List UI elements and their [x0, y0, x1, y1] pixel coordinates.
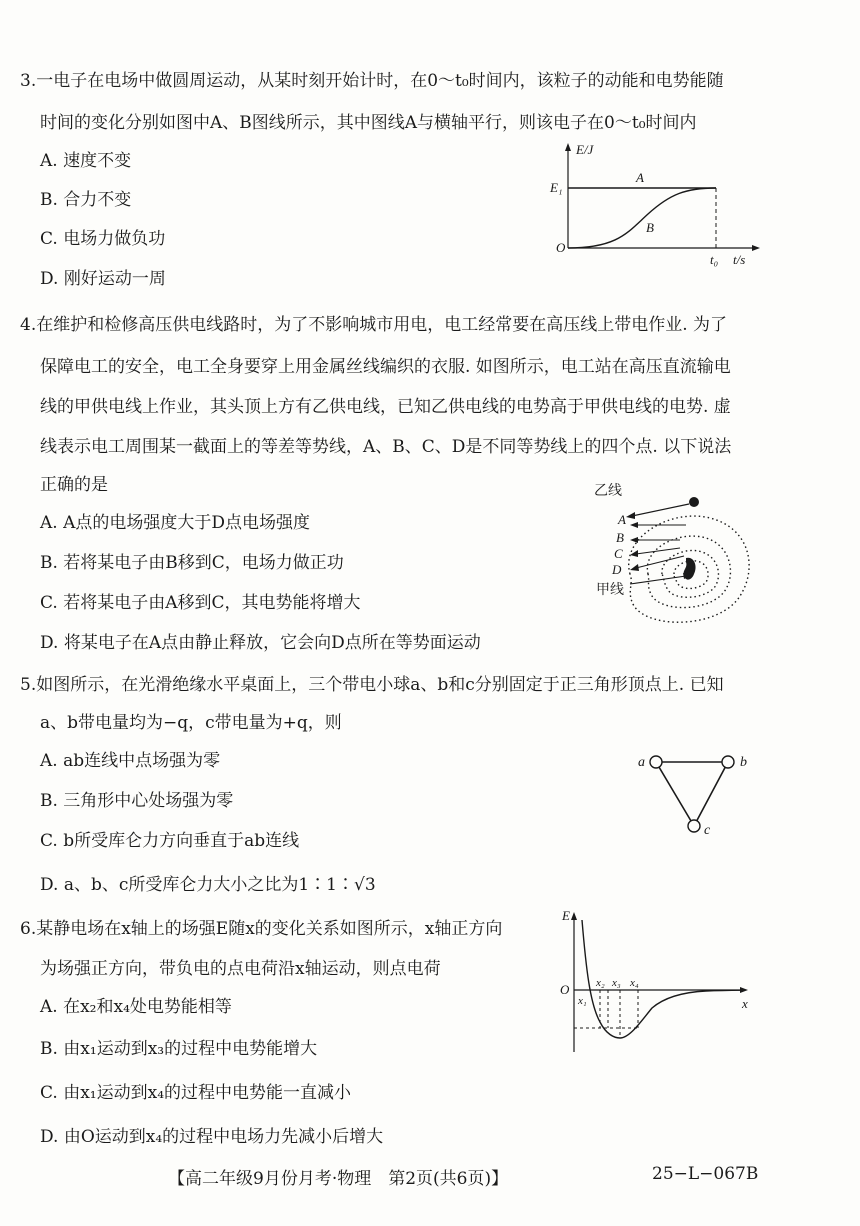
q6-x2-label: x₂	[596, 977, 605, 989]
q4-point-d-label: D	[612, 562, 622, 577]
q3-option-b: B. 合力不变	[40, 190, 132, 210]
q4-point-b-label: B	[616, 530, 624, 545]
q4-option-b: B. 若将某电子由B移到C，电场力做正功	[40, 553, 344, 573]
q6-x3-label: x₃	[612, 977, 621, 989]
q6-option-b: B. 由x₁运动到x₃的过程中电势能增大	[40, 1039, 318, 1059]
q4-wire-yi-label: 乙线	[594, 484, 622, 499]
q5-option-c: C. b所受库仑力方向垂直于ab连线	[40, 831, 300, 851]
q6-x4-label: x₄	[630, 977, 639, 989]
q3-option-c: C. 电场力做负功	[40, 229, 166, 249]
q6-option-a: A. 在x₂和x₄处电势能相等	[40, 997, 232, 1017]
q4-stem-line-2: 保障电工的安全，电工全身要穿上用金属丝线编织的衣服. 如图所示，电工站在高压直流输电	[40, 357, 731, 377]
page-footer-title: 【高二年级9月份月考·物理 第2页(共6页)】	[168, 1169, 509, 1189]
q4-stem-line-4: 线表示电工周围某一截面上的等差等势线，A、B、C、D是不同等势线上的四个点. 以下说法	[40, 437, 732, 457]
q6-field-graph	[556, 908, 756, 1058]
q3-curve-a-label: A	[636, 170, 644, 185]
q3-option-a: A. 速度不变	[40, 151, 132, 171]
page-footer-code: 25−L−067B	[652, 1164, 759, 1184]
q6-y-axis-label: E	[562, 908, 570, 923]
q3-stem-line-2: 时间的变化分别如图中A、B图线所示，其中图线A与横轴平行，则该电子在0～t₀时间内	[40, 113, 697, 133]
q3-option-d: D. 刚好运动一周	[40, 269, 166, 289]
q3-energy-time-graph	[548, 140, 768, 270]
q4-point-c-label: C	[614, 546, 623, 561]
q6-option-c: C. 由x₁运动到x₄的过程中电势能一直减小	[40, 1083, 352, 1103]
q3-origin-label: O	[556, 240, 566, 255]
q3-stem-line-1: 3.一电子在电场中做圆周运动，从某时刻开始计时，在0～t₀时间内，该粒子的动能和电势能随	[20, 71, 724, 91]
q4-stem-line-5: 正确的是	[40, 475, 108, 495]
q4-point-a-label: A	[618, 512, 626, 527]
q5-option-d: D. a、b、c所受库仑力大小之比为1∶1∶√3	[40, 875, 376, 895]
q5-ball-b	[722, 756, 734, 768]
q6-stem-line-1: 6.某静电场在x轴上的场强E随x的变化关系如图所示，x轴正方向	[20, 919, 503, 939]
q3-x-axis-label: t/s	[733, 252, 746, 267]
q5-label-b: b	[740, 755, 747, 770]
q6-stem-line-2: 为场强正方向，带负电的点电荷沿x轴运动，则点电荷	[40, 959, 441, 979]
q4-option-d: D. 将某电子在A点由静止释放，它会向D点所在等势面运动	[40, 633, 481, 653]
q3-e1-label: E₁	[550, 180, 563, 195]
q4-stem-line-3: 线的甲供电线上作业，其头顶上方有乙供电线，已知乙供电线的电势高于甲供电线的电势. 虚	[40, 397, 731, 417]
q5-triangle-figure	[630, 744, 760, 844]
q4-equipotential-figure	[590, 478, 760, 648]
q3-t0-label: t₀	[710, 252, 719, 267]
q5-stem-line-1: 5.如图所示，在光滑绝缘水平桌面上，三个带电小球a、b和c分别固定于正三角形顶点上. 已知	[20, 675, 724, 695]
q3-curve-b-label: B	[646, 220, 654, 235]
q6-x-axis-label: x	[742, 996, 748, 1011]
q4-wire-jia-label: 甲线	[596, 583, 624, 598]
q6-option-d: D. 由O运动到x₄的过程中电场力先减小后增大	[40, 1127, 384, 1147]
q6-x1-label: x₁	[578, 995, 587, 1007]
q5-option-a: A. ab连线中点场强为零	[40, 751, 221, 771]
q4-option-c: C. 若将某电子由A移到C，其电势能将增大	[40, 593, 361, 613]
q6-origin-label: O	[560, 982, 570, 997]
q5-option-b: B. 三角形中心处场强为零	[40, 791, 234, 811]
q4-stem-line-1: 4.在维护和检修高压供电线路时，为了不影响城市用电，电工经常要在高压线上带电作业. 为了	[20, 315, 728, 335]
q5-stem-line-2: a、b带电量均为−q，c带电量为+q，则	[40, 713, 342, 733]
q5-ball-c	[688, 820, 700, 832]
q5-label-c: c	[704, 823, 711, 838]
q5-label-a: a	[638, 755, 645, 770]
q4-option-a: A. A点的电场强度大于D点电场强度	[40, 513, 310, 533]
q5-ball-a	[650, 756, 662, 768]
q3-y-axis-label: E/J	[576, 142, 594, 157]
